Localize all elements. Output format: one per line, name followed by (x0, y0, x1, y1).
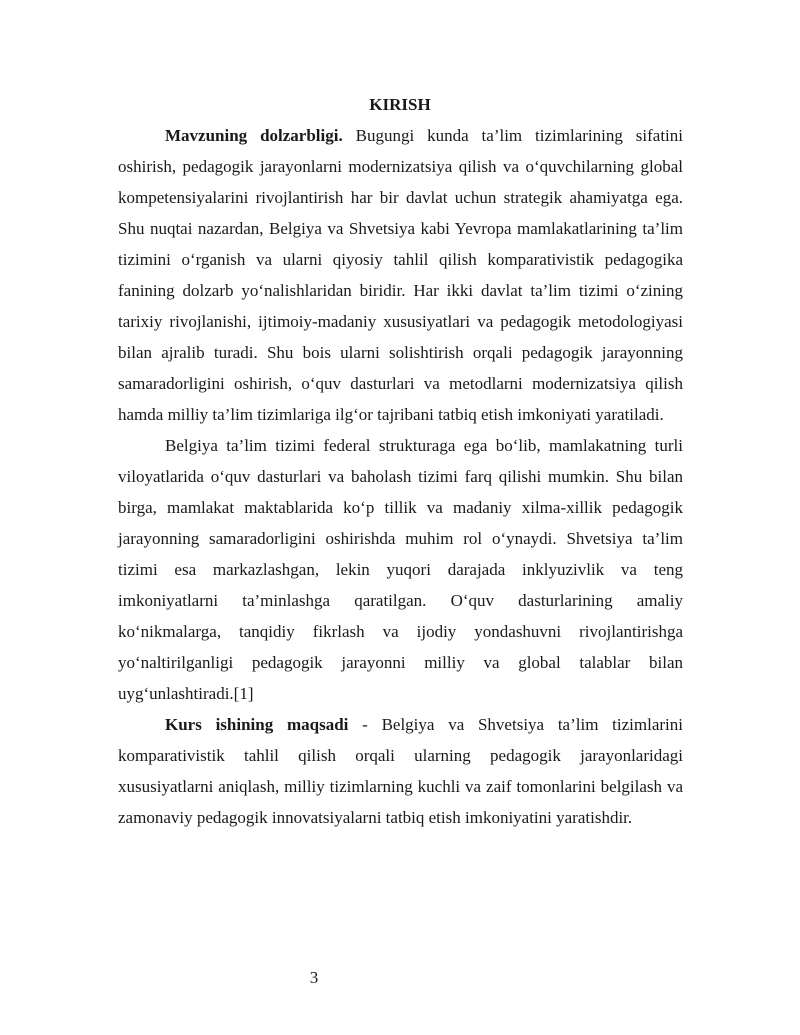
document-body (118, 120, 683, 833)
paragraph-lead: Mavzuning dolzarbligi. (165, 126, 343, 145)
section-heading: KIRISH (369, 95, 431, 114)
paragraph-text: - Belgiya va Shvetsiya ta’lim tizimlarini komparativistik tahlil qilish orqali ularning pedagogik jarayonlaridagi xususiyatlarni aniqlash, milliy tizimlarning kuchli va zaif tomonlarini belgilash va zamonaviy pedagogik innovatsiyalarni tatbiq etish imkoniyatini yaratishdir. (118, 715, 683, 827)
paragraph-lead: Kurs ishining maqsadi (165, 715, 349, 734)
paragraph-goal (118, 709, 683, 833)
page-number: 3 (309, 968, 319, 987)
paragraph-text: Belgiya ta’lim tizimi federal strukturaga ega bo‘lib, mamlakatning turli viloyatlarida o‘quv dasturlari va baholash tizimi farq qilishi mumkin. Shu bilan birga, mamlakat maktablarida ko‘p tillik va madaniy xilma-xillik pedagogik jarayonning samaradorligini oshirishda muhim rol o‘ynaydi. Shvetsiya ta’lim tizimi esa markazlashgan, lekin yuqori darajada inklyuzivlik va teng imkoniyatlarni ta’minlashga qaratilgan. O‘quv dasturlarining amaliy ko‘nikmalarga, tanqidiy fikrlash va ijodiy yondashuvni rivojlantirishga yo‘naltirilganligi pedagogik jarayonni milliy va global talablar bilan uyg‘unlashtiradi.[1] (118, 436, 683, 703)
paragraph-text: Bugungi kunda ta’lim tizimlarining sifatini oshirish, pedagogik jarayonlarni modernizatsiya qilish va o‘quvchilarning global kompetensiyalarini rivojlantirish har bir davlat uchun strategik ahamiyatga ega. Shu nuqtai nazardan, Belgiya va Shvetsiya kabi Yevropa mamlakatlarining ta’lim tizimini o‘rganish va ularni qiyosiy tahlil qilish komparativistik pedagogika fanining dolzarb yo‘nalishlaridan biridir. Har ikki davlat ta’lim tizimi o‘zining tarixiy rivojlanishi, ijtimoiy-madaniy xususiyatlari va pedagogik metodologiyasi bilan ajralib turadi. Shu bois ularni solishtirish orqali pedagogik jarayonning samaradorligini oshirish, o‘quv dasturlari va metodlarni modernizatsiya qilish hamda milliy ta’lim tizimlariga ilg‘or tajribani tatbiq etish imkoniyati yaratiladi. (118, 126, 683, 424)
paragraph-belgium (118, 430, 683, 709)
paragraph-relevance (118, 120, 683, 430)
